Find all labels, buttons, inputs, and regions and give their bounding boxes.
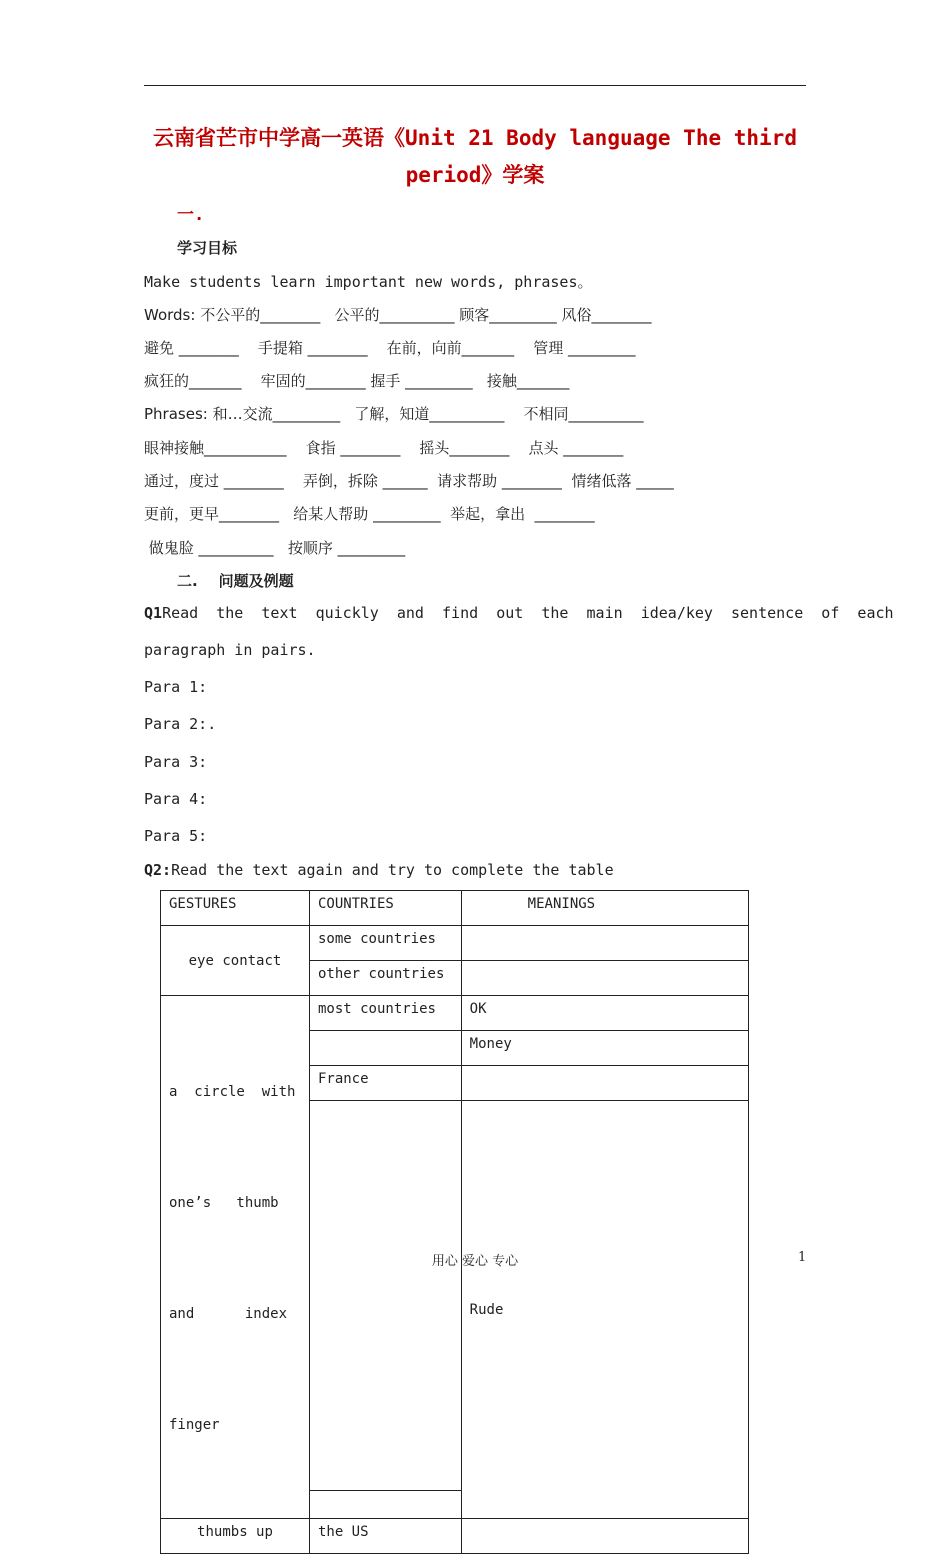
section-2-heading: 二. 问题及例题: [177, 572, 294, 590]
q1-line-1: [144, 604, 894, 622]
objectives-heading: 学习目标: [177, 239, 238, 257]
page-footer: 用心 爱心 专心: [431, 1254, 519, 1269]
cell-eye-contact: eye contact: [161, 926, 310, 996]
vocab-line-2: 避免 ________ 手提箱 ________ 在前，向前_______ 管理 _________: [144, 339, 636, 357]
objectives-text: Make students learn important new words, phrases。: [144, 273, 593, 291]
circle-line-4: finger: [169, 1417, 220, 1433]
vocab-line-8: 做鬼脸 __________ 按顺序 _________: [144, 539, 406, 557]
para-3-label: Para 3:: [144, 753, 208, 771]
vocab-line-7: 更前，更早________ 给某人帮助 _________ 举起，拿出 ________: [144, 505, 595, 523]
table-row: [161, 996, 749, 1031]
vocab-line-4: Phrases: 和…交流_________ 了解，知道__________ 不相同__________: [144, 405, 644, 423]
title-line-2: period》学案: [405, 163, 545, 187]
cell-the-us: the US: [309, 1519, 461, 1554]
vocab-line-1: Words: 不公平的________ 公平的__________ 顾客_________ 风俗________: [144, 306, 652, 324]
q1-label: Q1: [144, 604, 163, 622]
cell-other-countries: other countries: [309, 961, 461, 996]
cell-most-countries: most countries: [309, 996, 461, 1031]
table-row: [161, 926, 749, 961]
cell-blank[interactable]: [461, 961, 748, 996]
section-1-heading: 一.: [177, 205, 205, 225]
para-2-label: Para 2:.: [144, 715, 217, 733]
cell-blank[interactable]: [309, 1491, 461, 1519]
header-countries: COUNTRIES: [309, 891, 461, 926]
cell-blank[interactable]: [461, 1519, 748, 1554]
cell-blank[interactable]: [461, 1066, 748, 1101]
header-gestures: GESTURES: [161, 891, 310, 926]
vocab-line-5: 眼神接触___________ 食指 ________ 摇头________ 点头 ________: [144, 439, 624, 457]
document-title: [150, 120, 800, 194]
cell-france: France: [309, 1066, 461, 1101]
q2-text: Read the text again and try to complete the table: [171, 861, 614, 879]
cell-some-countries: some countries: [309, 926, 461, 961]
circle-line-1: a circle with: [169, 1084, 296, 1100]
gesture-table: [160, 890, 749, 1554]
cell-rude: Rude: [461, 1101, 748, 1519]
para-1-label: Para 1:: [144, 678, 208, 696]
para-4-label: Para 4:: [144, 790, 208, 808]
q2-label: Q2:: [144, 861, 172, 879]
para-5-label: Para 5:: [144, 827, 208, 845]
cell-blank[interactable]: [309, 1101, 461, 1491]
q1-line-2: paragraph in pairs.: [144, 641, 316, 659]
table-row: [161, 1519, 749, 1554]
circle-line-3: and index: [169, 1306, 288, 1322]
header-rule: [144, 85, 806, 86]
q1-text: Read the text quickly and find out the main idea/key sentence of each: [162, 604, 894, 622]
cell-blank[interactable]: [461, 926, 748, 961]
q2-line: [144, 861, 614, 879]
cell-money: Money: [461, 1031, 748, 1066]
cell-blank[interactable]: [309, 1031, 461, 1066]
circle-line-2: one’s thumb: [169, 1195, 279, 1211]
cell-thumbs-up: thumbs up: [161, 1519, 310, 1554]
header-meanings: MEANINGS: [461, 891, 748, 926]
vocab-line-3: 疯狂的_______ 牢固的________ 握手 _________ 接触_______: [144, 372, 570, 390]
vocab-line-6: 通过，度过 ________ 弄倒，拆除 ______ 请求帮助 ________ 情绪低落 _____: [144, 472, 674, 490]
table-row: [161, 891, 749, 926]
cell-ok: OK: [461, 996, 748, 1031]
title-line-1: 云南省芒市中学高一英语《Unit 21 Body language The third: [153, 126, 797, 150]
page-number: 1: [798, 1250, 807, 1265]
